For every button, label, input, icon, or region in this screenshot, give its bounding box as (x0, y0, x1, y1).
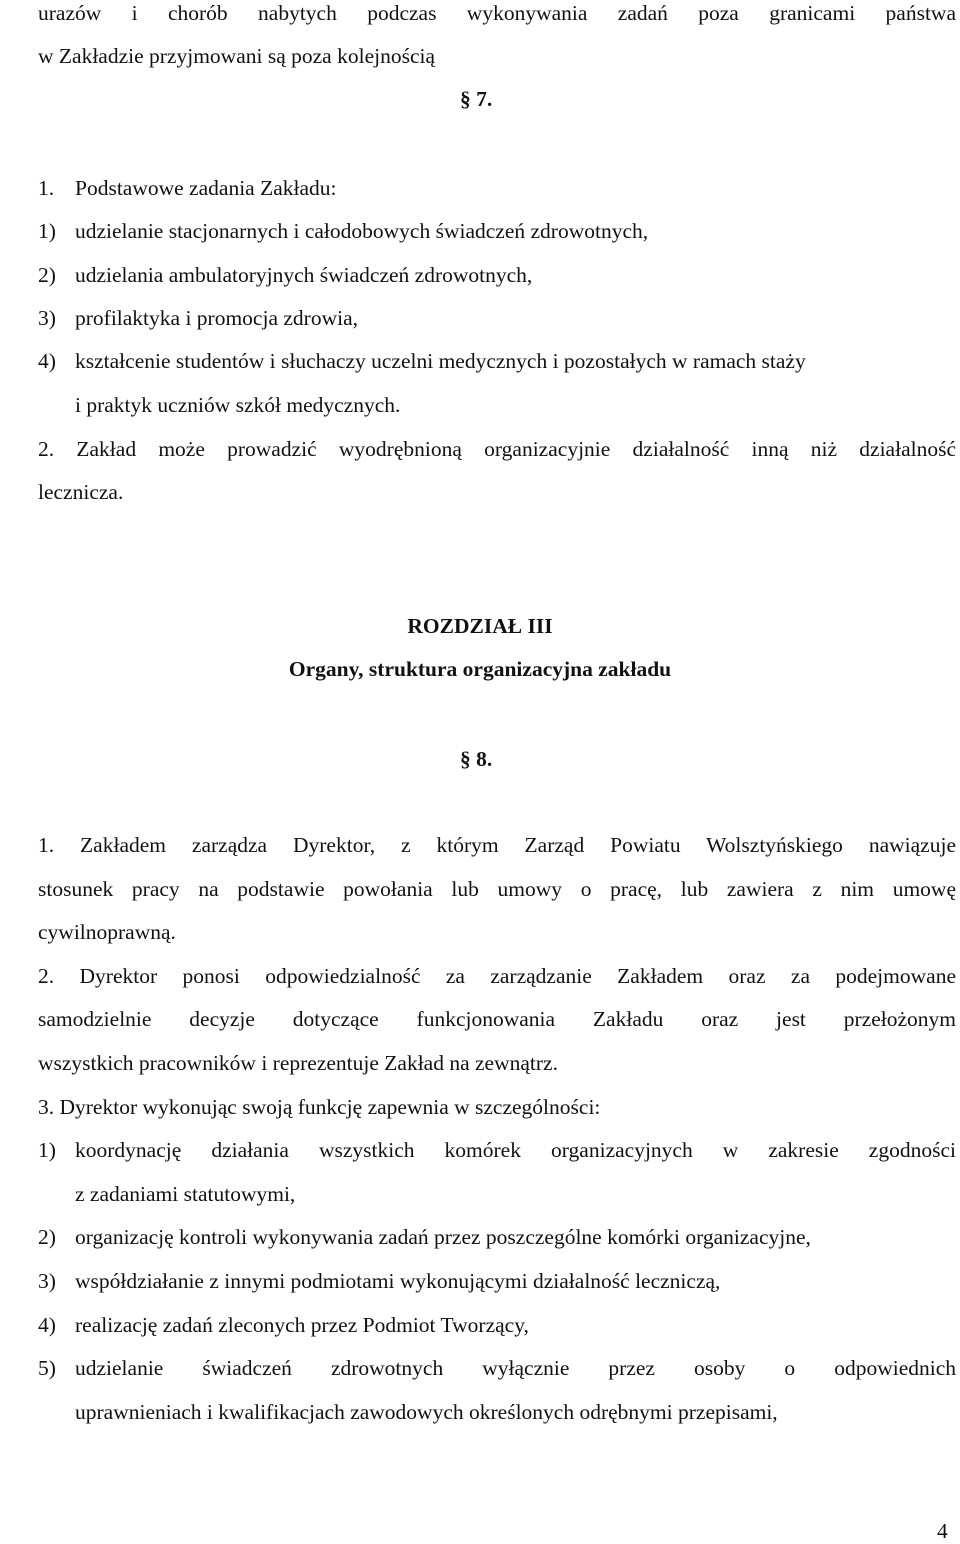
list-item (38, 305, 956, 331)
list-item-number: 2) (38, 263, 56, 287)
list-item-text: profilaktyka i promocja zdrowia, (75, 306, 358, 330)
list-item (38, 1224, 956, 1250)
list-item-number: 1) (38, 219, 56, 243)
list-item-text: udzielanie stacjonarnych i całodobowych świadczeń zdrowotnych, (75, 219, 649, 243)
list-item-number: 5) (38, 1356, 56, 1380)
list-item-number: 4) (38, 1313, 56, 1337)
section-heading-7: § 7. (460, 87, 493, 111)
paragraph-line: 2. Zakład może prowadzić wyodrębnioną organizacyjnie działalność inną niż działalność (38, 437, 956, 461)
paragraph-line: 2. Dyrektor ponosi odpowiedzialność za zarządzanie Zakładem oraz za podejmowane (38, 964, 956, 988)
paragraph-line: 3. Dyrektor wykonując swoją funkcję zapewnia w szczególności: (38, 1095, 601, 1119)
list-item-number: 3) (38, 1269, 56, 1293)
list-item-number: 4) (38, 349, 56, 373)
list-item-number: 3) (38, 306, 56, 330)
list-item (38, 1268, 956, 1294)
paragraph-line: cywilnoprawną. (38, 920, 176, 944)
list-item-number: 2) (38, 1225, 56, 1249)
paragraph-line: lecznicza. (38, 480, 124, 504)
list-item (38, 1137, 956, 1163)
list-item-number: 1) (38, 1138, 56, 1162)
list-item (38, 262, 956, 288)
list-item-continuation: z zadaniami statutowymi, (75, 1182, 296, 1206)
list-item (38, 1312, 956, 1338)
list-item-text: udzielania ambulatoryjnych świadczeń zdrowotnych, (75, 263, 533, 287)
list-item-text: realizację zadań zleconych przez Podmiot Tworzący, (75, 1313, 529, 1337)
chapter-title: ROZDZIAŁ III (407, 614, 553, 638)
list-item (38, 1355, 956, 1381)
list-item-text: koordynację działania wszystkich komórek organizacyjnych w zakresie zgodności (75, 1138, 956, 1162)
paragraph-line: stosunek pracy na podstawie powołania lub umowy o pracę, lub zawiera z nim umowę (38, 877, 956, 901)
list-item (38, 218, 956, 244)
list-item-text: kształcenie studentów i słuchaczy uczelni medycznych i pozostałych w ramach staży (75, 349, 806, 373)
list-item-continuation: i praktyk uczniów szkół medycznych. (75, 393, 401, 417)
list-item-text: udzielanie świadczeń zdrowotnych wyłącznie przez osoby o odpowiednich (75, 1356, 956, 1380)
list-item-text: współdziałanie z innymi podmiotami wykonującymi działalność leczniczą, (75, 1269, 721, 1293)
paragraph-text: Podstawowe zadania Zakładu: (75, 176, 337, 200)
paragraph-line: samodzielnie decyzje dotyczące funkcjonowania Zakładu oraz jest przełożonym (38, 1007, 956, 1031)
paragraph-line: wszystkich pracowników i reprezentuje Zakład na zewnątrz. (38, 1051, 558, 1075)
section-heading-8: § 8. (460, 747, 493, 771)
paragraph-line: 1. Zakładem zarządza Dyrektor, z którym Zarząd Powiatu Wolsztyńskiego nawiązuje (38, 833, 956, 857)
list-item (38, 348, 956, 374)
paragraph-line: urazów i chorób nabytych podczas wykonywania zadań poza granicami państwa (38, 1, 956, 25)
page-number: 4 (937, 1519, 948, 1543)
chapter-subtitle: Organy, struktura organizacyjna zakładu (288, 657, 672, 681)
paragraph-7-1 (38, 175, 956, 201)
list-item-text: organizację kontroli wykonywania zadań przez poszczególne komórki organizacyjne, (75, 1225, 811, 1249)
list-item-continuation: uprawnieniach i kwalifikacjach zawodowych określonych odrębnymi przepisami, (75, 1400, 778, 1424)
paragraph-number: 1. (38, 176, 55, 200)
paragraph-line: w Zakładzie przyjmowani są poza kolejnością (38, 44, 436, 68)
